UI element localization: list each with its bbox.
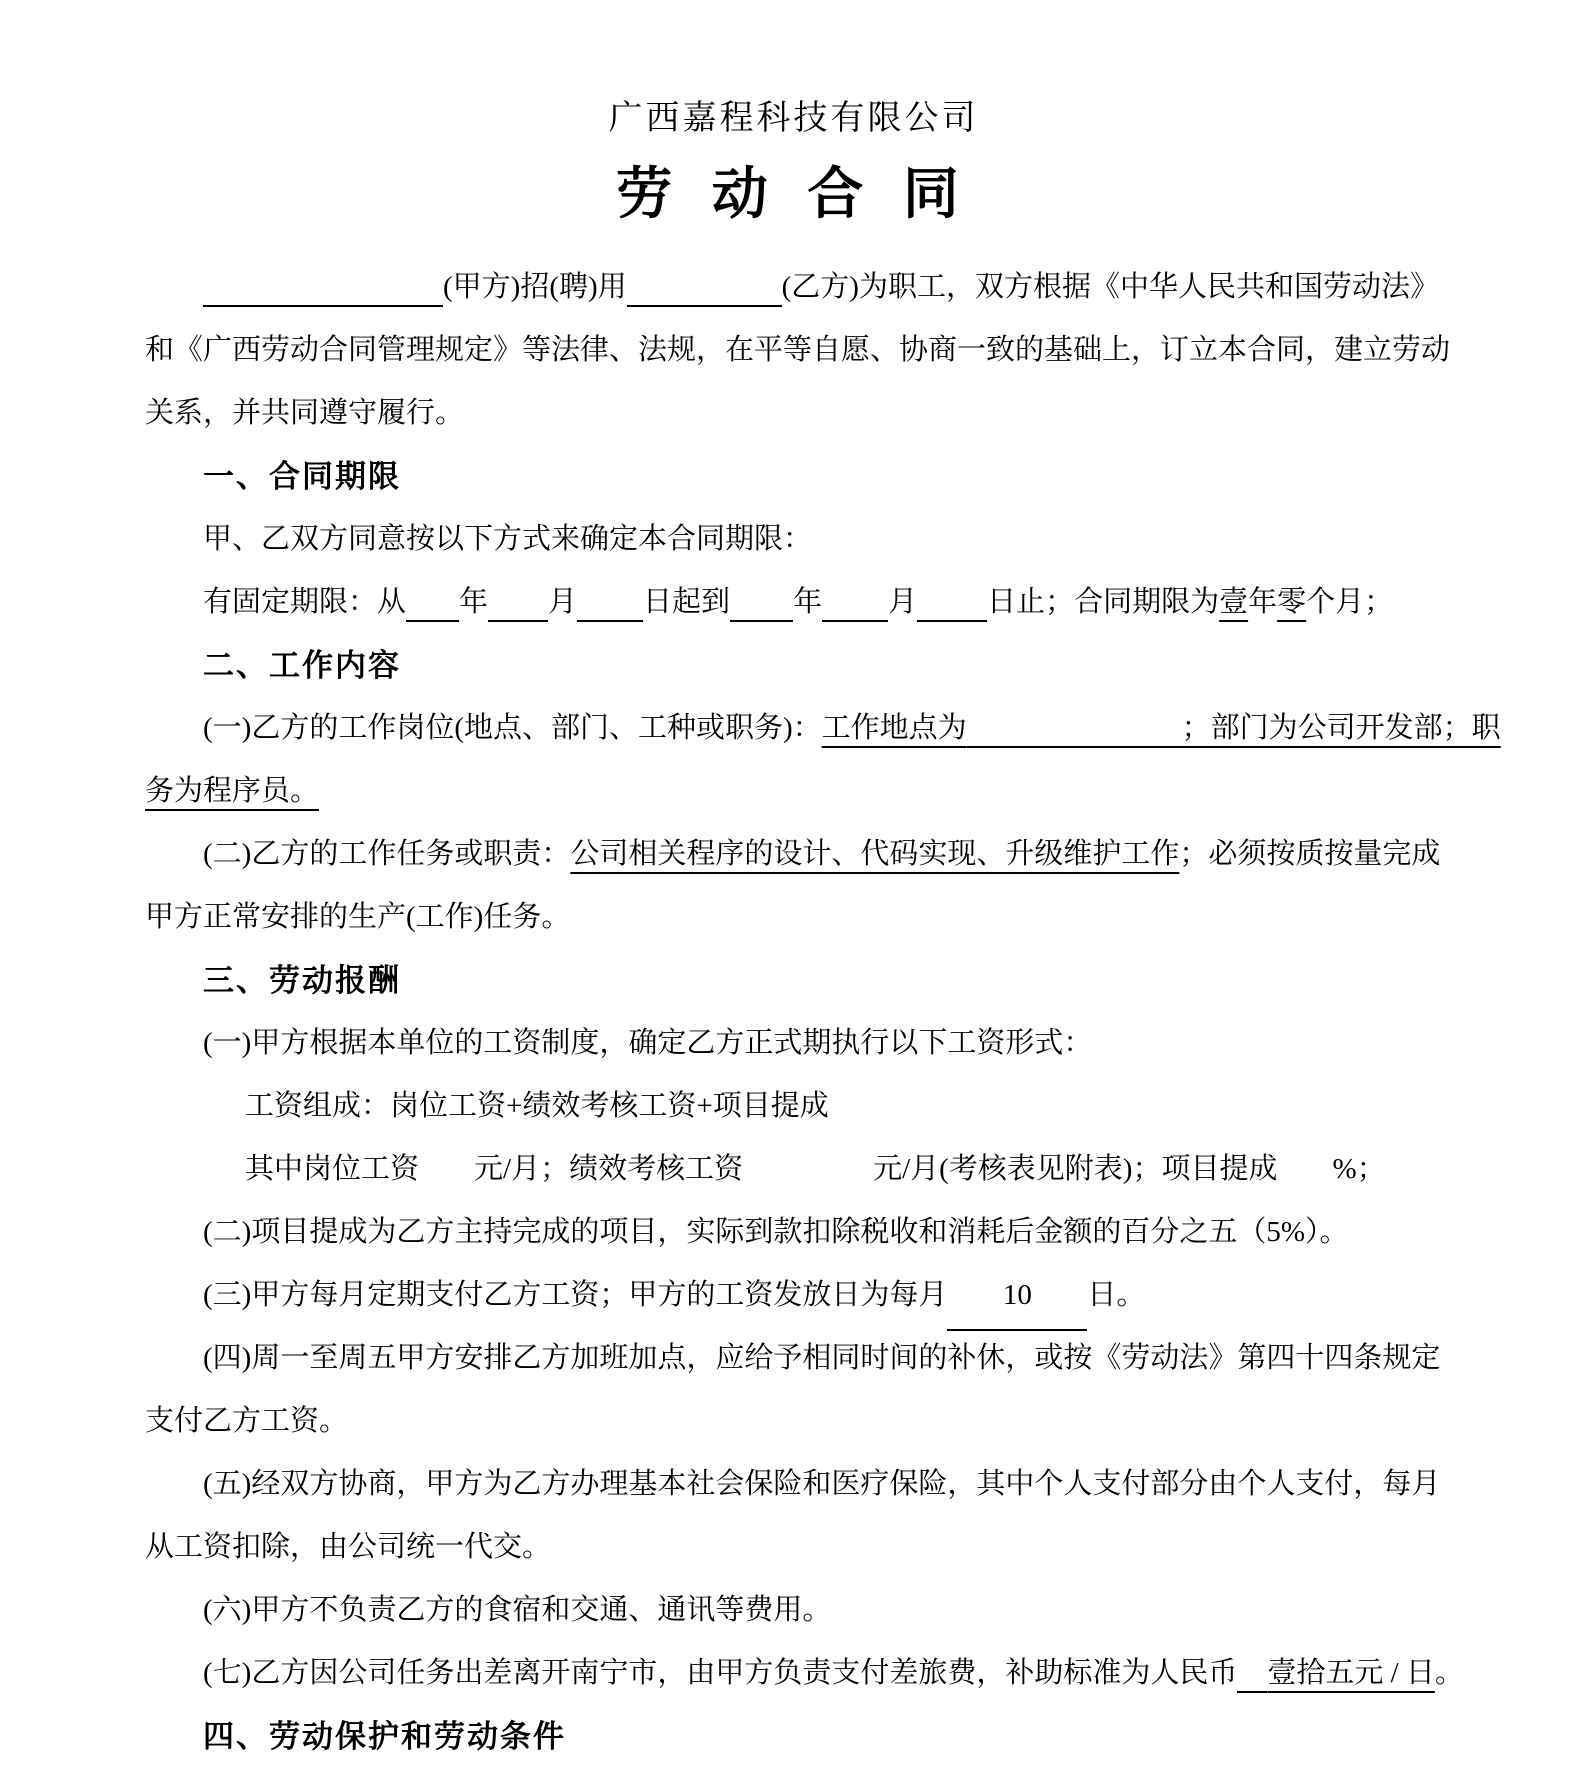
blank-workplace bbox=[967, 746, 1182, 748]
term-text-3: 月 bbox=[548, 586, 578, 618]
salary-composition-line: 工资组成：岗位工资+绩效考核工资+项目提成 bbox=[245, 1090, 829, 1122]
payday-label: (三)甲方每月定期支付乙方工资；甲方的工资发放日为每月 bbox=[203, 1279, 948, 1311]
workplace-label: 工作地点为 bbox=[821, 712, 967, 744]
travel-allowance-period: 。 bbox=[1434, 1657, 1464, 1689]
blank-end-day bbox=[917, 620, 987, 622]
duty-label: (二)乙方的工作任务或职责： bbox=[203, 838, 571, 870]
payday-suffix: 日。 bbox=[1087, 1279, 1146, 1311]
section-3-paragraph-7-line-1: (五)经双方协商，甲方为乙方办理基本社会保险和医疗保险，其中个人支付部分由个人支付，每月 bbox=[203, 1468, 1441, 1500]
section-2-paragraph-2-line-2: 甲方正常安排的生产(工作)任务。 bbox=[145, 901, 571, 933]
blank-start-month bbox=[488, 620, 548, 622]
intro-text-1: (甲方)招(聘)用 bbox=[443, 271, 627, 303]
term-text-8: 年 bbox=[1248, 586, 1278, 618]
base-salary-label: 其中岗位工资 bbox=[245, 1153, 420, 1185]
job-post-label: (一)乙方的工作岗位(地点、部门、工种或职务)： bbox=[203, 712, 822, 744]
section-3-paragraph-6-line-1: (四)周一至周五甲方安排乙方加班加点，应给予相同时间的补休，或按《劳动法》第四十四条规定 bbox=[203, 1342, 1441, 1374]
term-text-1: 有固定期限：从 bbox=[203, 586, 407, 618]
blank-end-month bbox=[822, 620, 888, 622]
term-text-6: 月 bbox=[888, 586, 918, 618]
section-4-heading: 四、劳动保护和劳动条件 bbox=[203, 1719, 566, 1754]
section-3-paragraph-4: (二)项目提成为乙方主持完成的项目，实际到款扣除税收和消耗后金额的百分之五（5%）。 bbox=[203, 1216, 1349, 1248]
department-value: ；部门为公司开发部；职 bbox=[1181, 712, 1501, 744]
company-name: 广西嘉程科技有限公司 bbox=[608, 100, 979, 137]
section-3-paragraph-1: (一)甲方根据本单位的工资制度，确定乙方正式期执行以下工资形式： bbox=[203, 1027, 1093, 1059]
performance-salary-label: 元/月；绩效考核工资 bbox=[474, 1153, 744, 1185]
section-2-paragraph-1-line-1 bbox=[145, 697, 1501, 760]
section-3-paragraph-8: (六)甲方不负责乙方的食宿和交通、通讯等费用。 bbox=[203, 1594, 832, 1626]
term-text-5: 年 bbox=[793, 586, 823, 618]
term-text-9: 个月； bbox=[1306, 586, 1394, 618]
section-3-paragraph-5 bbox=[145, 1264, 1447, 1327]
section-1-paragraph-2 bbox=[145, 571, 1447, 634]
duty-value: 公司相关程序的设计、代码实现、升级维护工作 bbox=[570, 838, 1180, 870]
intro-line-1 bbox=[145, 256, 1447, 319]
document-title: 劳 动 合 同 bbox=[616, 162, 971, 225]
term-text-7: 日止；合同期限为 bbox=[987, 586, 1220, 618]
duty-text-2: ；必须按质按量完成 bbox=[1179, 838, 1441, 870]
section-3-paragraph-6-line-2: 支付乙方工资。 bbox=[145, 1405, 349, 1437]
section-2-paragraph-2-line-1 bbox=[145, 823, 1447, 886]
section-3-paragraph-9 bbox=[145, 1642, 1464, 1705]
intro-line-2: 和《广西劳动合同管理规定》等法律、法规，在平等自愿、协商一致的基础上，订立本合同，建立劳动 bbox=[145, 334, 1451, 366]
intro-text-2: (乙方)为职工，双方根据《中华人民共和国劳动法》 bbox=[781, 271, 1439, 303]
intro-line-3: 关系，并共同遵守履行。 bbox=[145, 397, 465, 429]
term-text-2: 年 bbox=[459, 586, 489, 618]
blank-before-allowance bbox=[1237, 1691, 1267, 1693]
blank-start-day bbox=[577, 620, 643, 622]
section-2-paragraph-1-line-2 bbox=[145, 760, 1447, 823]
blank-party-a bbox=[203, 305, 443, 307]
blank-end-year bbox=[730, 620, 793, 622]
section-1-heading: 一、合同期限 bbox=[203, 459, 401, 494]
travel-allowance-value: 壹拾五元 / 日 bbox=[1267, 1657, 1435, 1689]
document-body bbox=[145, 256, 1501, 1768]
section-3-paragraph-7-line-2: 从工资扣除，由公司统一代交。 bbox=[145, 1531, 552, 1563]
section-3-heading: 三、劳动报酬 bbox=[203, 963, 401, 998]
payday-value: 10 bbox=[947, 1264, 1087, 1331]
blank-start-year bbox=[406, 620, 459, 622]
section-2-heading: 二、工作内容 bbox=[203, 648, 401, 683]
section-1-paragraph-1: 甲、乙双方同意按以下方式来确定本合同期限： bbox=[203, 523, 813, 555]
term-years-value: 壹 bbox=[1219, 586, 1249, 618]
project-commission-label: 元/月(考核表见附表)；项目提成 bbox=[873, 1153, 1278, 1185]
percent-label: %； bbox=[1332, 1153, 1386, 1185]
term-months-value: 零 bbox=[1277, 586, 1307, 618]
blank-party-b bbox=[627, 305, 782, 307]
salary-amounts-line bbox=[145, 1138, 1447, 1201]
term-text-4: 日起到 bbox=[643, 586, 731, 618]
job-title-value: 务为程序员。 bbox=[145, 775, 320, 807]
travel-allowance-label: (七)乙方因公司任务出差离开南宁市，由甲方负责支付差旅费，补助标准为人民币 bbox=[203, 1657, 1238, 1689]
